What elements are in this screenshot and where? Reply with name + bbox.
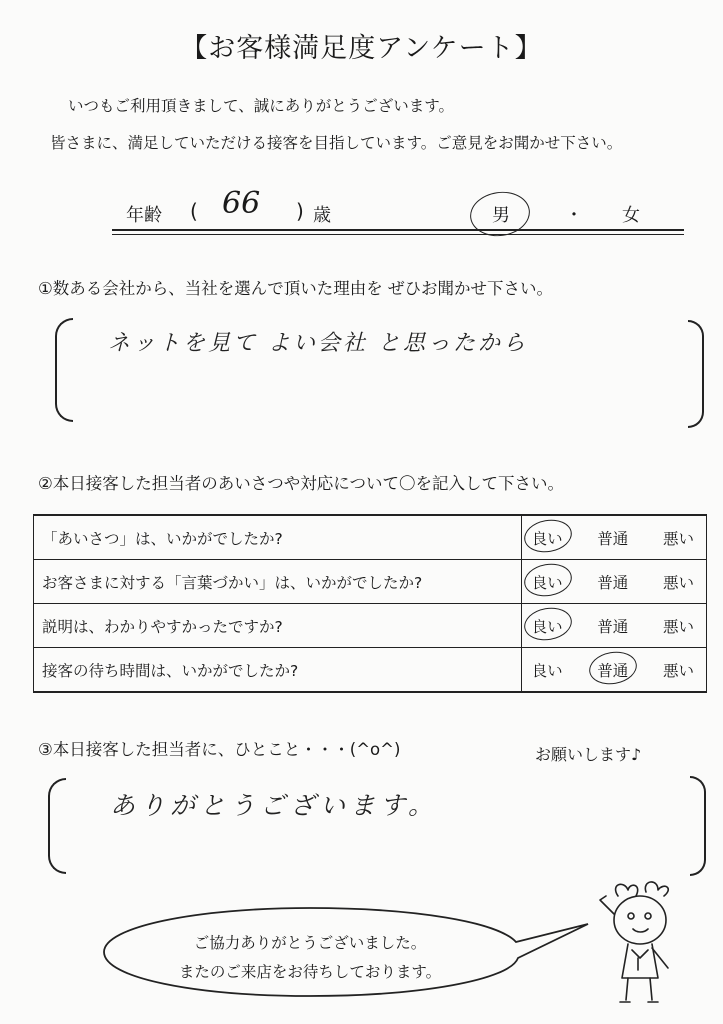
option-good[interactable]: 良い xyxy=(532,527,563,549)
age-close-paren: ) xyxy=(296,199,304,223)
intro-line-2: 皆さまに、満足していただける接客を目指しています。ご意見をお聞かせ下さい。 xyxy=(50,134,623,152)
age-value[interactable]: 66 xyxy=(222,186,261,221)
question-3: ③本日接客した担当者に、ひとこと・・・(^o^) xyxy=(38,740,401,759)
option-good[interactable]: 良い xyxy=(531,661,563,680)
evaluation-row xyxy=(34,560,707,604)
closing-line-1: ご協力ありがとうございました。 xyxy=(193,934,427,952)
survey-title: 【お客様満足度アンケート】 xyxy=(180,33,543,64)
option-bad[interactable]: 悪い xyxy=(662,617,694,636)
answer-3-bracket-right xyxy=(690,776,706,876)
evaluation-row xyxy=(34,648,707,693)
age-label: 年齢 xyxy=(126,205,162,226)
option-bad[interactable]: 悪い xyxy=(662,573,694,592)
answer-1-bracket-right xyxy=(688,320,704,428)
question-2: ②本日接客した担当者のあいさつや対応について〇を記入して下さい。 xyxy=(38,474,564,493)
option-normal[interactable]: 普通 xyxy=(597,573,629,592)
evaluation-options xyxy=(521,515,706,560)
evaluation-options xyxy=(521,560,706,604)
option-good[interactable]: 良い xyxy=(532,571,563,593)
option-bad[interactable]: 悪い xyxy=(662,661,694,680)
evaluation-table xyxy=(33,514,707,693)
evaluation-question: 接客の待ち時間は、いかがでしたか? xyxy=(34,648,522,693)
option-normal[interactable]: 普通 xyxy=(597,529,629,548)
age-open-paren: ( xyxy=(190,199,198,223)
option-bad[interactable]: 悪い xyxy=(662,529,694,548)
option-good[interactable]: 良い xyxy=(532,615,563,637)
age-unit: 歳 xyxy=(313,205,331,226)
sex-separator: ・ xyxy=(565,205,583,226)
profile-rule-thick xyxy=(112,229,684,231)
answer-1-bracket-left xyxy=(55,318,73,422)
answer-1-text[interactable]: ネットを見て よい会社 と思ったから xyxy=(108,331,528,356)
intro-line-1: いつもご利用頂きまして、誠にありがとうございます。 xyxy=(68,97,454,115)
sex-option-male[interactable]: 男 xyxy=(492,205,510,226)
evaluation-row xyxy=(34,604,707,648)
evaluation-options xyxy=(521,648,706,693)
evaluation-question: 「あいさつ」は、いかがでしたか? xyxy=(34,515,522,560)
answer-3-text[interactable]: ありがとうございます。 xyxy=(110,791,439,820)
sex-option-female[interactable]: 女 xyxy=(622,205,640,226)
option-normal[interactable]: 普通 xyxy=(597,617,629,636)
question-3-tail: お願いします♪ xyxy=(535,745,642,764)
question-1: ①数ある会社から、当社を選んで頂いた理由を ぜひお聞かせ下さい。 xyxy=(38,279,554,298)
option-normal[interactable]: 普通 xyxy=(597,659,628,681)
closing-line-2: またのご来店をお待ちしております。 xyxy=(178,963,442,981)
answer-3-bracket-left xyxy=(48,778,66,874)
profile-rule-thin xyxy=(112,234,684,235)
girl-mascot-icon xyxy=(588,878,688,1012)
evaluation-options xyxy=(521,604,706,648)
evaluation-question: 説明は、わかりやすかったですか? xyxy=(34,604,522,648)
evaluation-question: お客さまに対する「言葉づかい」は、いかがでしたか? xyxy=(34,560,522,604)
evaluation-row xyxy=(34,515,707,560)
